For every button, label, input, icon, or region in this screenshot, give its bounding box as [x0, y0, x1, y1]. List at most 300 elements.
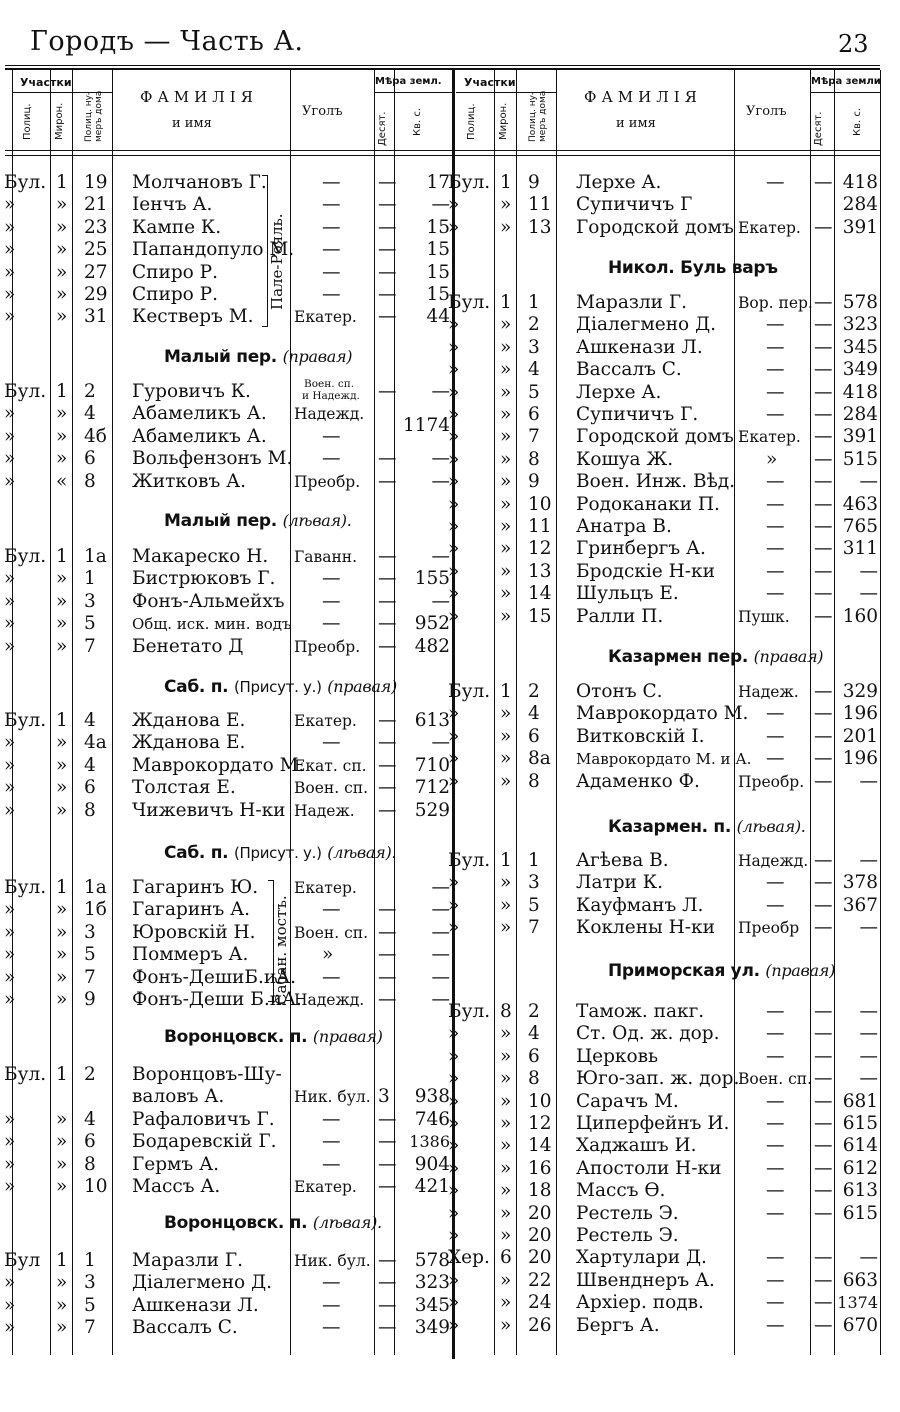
right-row-area: 613	[842, 1180, 878, 1202]
right-row-name: Вассалъ С.	[576, 359, 682, 381]
right-row-miron: 1	[500, 681, 512, 702]
left-row-desyat: —	[378, 239, 397, 261]
right-row-desyat: —	[814, 1314, 833, 1336]
left-row-house-number: 6	[84, 1131, 96, 1153]
left-row-polits: Бул.	[4, 877, 47, 898]
right-row-polits: »	[448, 583, 460, 605]
left-row-name: Жданова Е.	[132, 732, 246, 754]
right-row-desyat: —	[814, 493, 833, 515]
right-row-polits: Бул.	[448, 681, 491, 702]
left-row-area: 746	[414, 1108, 450, 1130]
right-row-polits: »	[448, 1314, 460, 1336]
right-section-side: (правая)	[765, 961, 836, 980]
left-row-polits: »	[4, 306, 16, 328]
left-header-miron: Мирон.	[54, 102, 65, 140]
right-row-house-number: 14	[528, 583, 552, 605]
column-rule	[112, 70, 113, 1355]
left-section-title: Саб. п.	[164, 843, 229, 863]
left-row-house-number: 10	[84, 1176, 108, 1197]
left-row-area: 421	[414, 1176, 450, 1197]
right-row-name: Ашкенази Л.	[576, 336, 703, 358]
left-row-miron: »	[56, 899, 68, 921]
right-row-name: Анатра В.	[576, 516, 672, 537]
right-row-miron: »	[500, 336, 512, 358]
left-row-corner: —	[322, 1131, 341, 1153]
left-row-miron: »	[56, 921, 68, 943]
right-row-polits: »	[448, 1068, 460, 1090]
left-row-miron: »	[56, 777, 68, 799]
right-row-polits: »	[448, 359, 460, 381]
left-row-polits: »	[4, 899, 16, 921]
right-row-miron: »	[500, 1113, 512, 1134]
left-row-house-number: 1б	[84, 899, 107, 921]
right-row-area: 349	[842, 359, 878, 381]
right-row-house-number: 20	[528, 1225, 552, 1246]
right-row-miron: »	[500, 725, 512, 747]
right-row-corner: —	[766, 493, 785, 515]
left-row-house-number: 9	[84, 989, 96, 1010]
left-section-paren: (Присут. у.)	[233, 678, 322, 696]
column-rule	[880, 70, 881, 1355]
left-row-house-number: 25	[84, 239, 108, 261]
left-row-polits: Бул.	[4, 710, 47, 731]
left-row-miron: 1	[56, 877, 68, 898]
left-row-house-number: 21	[84, 194, 108, 216]
left-row-miron: »	[56, 754, 68, 776]
left-area-merged: 1174	[403, 415, 451, 436]
left-row-area: 15	[426, 216, 450, 238]
right-row-desyat: —	[814, 1292, 833, 1314]
right-row-name: Бергъ А.	[576, 1314, 660, 1336]
right-row-polits: »	[448, 725, 460, 747]
right-row-house-number: 18	[528, 1180, 552, 1202]
left-row-house-number: 7	[84, 1317, 96, 1339]
right-row-area: 323	[842, 314, 878, 336]
left-row-area: 529	[414, 799, 450, 821]
left-row-polits: »	[4, 1131, 16, 1153]
left-row-miron: »	[56, 1294, 68, 1316]
right-row-miron: »	[500, 1090, 512, 1112]
right-row-house-number: 5	[528, 894, 540, 916]
left-row-miron: »	[56, 944, 68, 966]
left-row-name: Маразли Г.	[132, 1250, 244, 1271]
right-row-house-number: 16	[528, 1157, 552, 1179]
right-section-title: Никол. Буль варъ	[608, 258, 778, 278]
left-row-house-number: 2	[84, 1064, 96, 1085]
right-row-corner: —	[766, 381, 785, 403]
right-row-house-number: 12	[528, 1113, 552, 1134]
right-row-desyat: —	[814, 1269, 833, 1291]
right-row-name: Отонъ С.	[576, 681, 663, 702]
right-row-name: Швенднеръ А.	[576, 1269, 715, 1291]
left-row-polits: »	[4, 239, 16, 261]
right-row-name: Лерхе А.	[576, 381, 662, 403]
left-section-side: (лѣвая).	[312, 1213, 382, 1232]
left-row-area: 44	[426, 306, 450, 328]
right-section-heading	[608, 817, 806, 837]
left-row-miron: »	[56, 1272, 68, 1294]
right-row-area: —	[859, 1001, 878, 1022]
left-row-polits: »	[4, 261, 16, 283]
right-row-polits: Бул.	[448, 172, 491, 193]
left-row-polits: »	[4, 1108, 16, 1130]
left-row-corner: —	[322, 261, 341, 283]
right-row-miron: »	[500, 748, 512, 770]
left-row-corner: —	[322, 1108, 341, 1130]
right-row-area: —	[859, 917, 878, 939]
right-row-desyat: —	[814, 1113, 833, 1134]
right-row-polits: »	[448, 1045, 460, 1067]
left-row-desyat: —	[378, 381, 397, 402]
left-row-area: 613	[414, 710, 450, 731]
right-row-name: Агѣева В.	[576, 850, 669, 871]
left-row-polits: »	[4, 921, 16, 943]
left-row-area: —	[431, 899, 450, 921]
right-row-miron: »	[500, 1314, 512, 1336]
right-row-name: Латри К.	[576, 872, 663, 894]
right-row-name: Діалегмено Д.	[576, 314, 716, 336]
right-row-desyat: —	[814, 748, 833, 770]
right-row-polits: »	[448, 1157, 460, 1179]
left-row-corner: Воен. сп.	[294, 923, 369, 942]
right-header-desyat: Десят.	[813, 111, 824, 146]
right-row-name: Лерхе А.	[576, 172, 662, 193]
left-row-corner: »	[322, 944, 334, 966]
right-row-corner: —	[766, 359, 785, 381]
left-row-desyat: —	[378, 216, 397, 238]
left-row-miron: »	[56, 1317, 68, 1339]
right-row-area: 160	[842, 605, 878, 627]
right-row-corner: —	[766, 894, 785, 916]
right-row-area: —	[859, 471, 878, 493]
left-row-house-number: 1а	[84, 877, 107, 898]
right-row-corner: —	[766, 1180, 785, 1202]
left-row-house-number: 8	[84, 1153, 96, 1175]
left-row-desyat: —	[378, 1131, 397, 1153]
left-header-i-imya: и имя	[172, 116, 212, 131]
right-section-heading	[608, 258, 778, 278]
right-row-house-number: 8	[528, 770, 540, 792]
right-row-polits: »	[448, 1113, 460, 1134]
right-row-polits: »	[448, 1180, 460, 1202]
column-rule	[556, 70, 557, 1355]
left-row-area: 904	[414, 1153, 450, 1175]
right-row-miron: »	[500, 471, 512, 493]
left-row-miron: »	[56, 284, 68, 305]
right-header-kv: Кв. с.	[852, 107, 863, 136]
right-row-house-number: 20	[528, 1247, 552, 1269]
left-row-desyat: —	[378, 966, 397, 988]
left-row-desyat: —	[378, 448, 397, 470]
left-section-side: (лѣвая).	[327, 843, 397, 862]
left-section-heading	[164, 677, 397, 697]
right-header-i-imya: и имя	[616, 116, 656, 131]
right-row-miron: »	[500, 1202, 512, 1224]
left-row-house-number: 4б	[84, 425, 107, 447]
right-row-desyat: —	[814, 560, 833, 582]
left-side-label-pale-royal: Пале-Рояль.	[268, 213, 286, 310]
left-row-corner: —	[322, 1272, 341, 1294]
left-row-polits: »	[4, 777, 16, 799]
left-row-desyat: —	[378, 1108, 397, 1130]
left-row-name: Кампе К.	[132, 216, 222, 238]
right-row-corner: Преобр	[738, 919, 800, 938]
left-row-miron: »	[56, 590, 68, 612]
left-row-name: Массъ А.	[132, 1176, 221, 1197]
right-row-corner: Пушк.	[738, 607, 790, 626]
left-row-area: —	[431, 989, 450, 1010]
left-row-house-number: 6	[84, 448, 96, 470]
left-row-miron: »	[56, 425, 68, 447]
right-row-desyat: —	[814, 605, 833, 627]
left-row-miron: 1	[56, 1064, 68, 1085]
left-row-name: Діалегмено Д.	[132, 1272, 272, 1294]
left-row-name: Жданова Е.	[132, 710, 246, 731]
left-row-house-number: 3	[84, 1272, 96, 1294]
left-row-miron: 1	[56, 1250, 68, 1271]
column-rule	[290, 70, 291, 1355]
left-row-corner: —	[322, 590, 341, 612]
right-row-area: 196	[842, 703, 878, 725]
left-row-desyat: —	[378, 1250, 397, 1271]
left-row-corner: Преобр.	[294, 472, 361, 491]
left-section-side: (правая)	[312, 1027, 383, 1046]
right-row-name: Супичичъ Г.	[576, 404, 699, 425]
left-row-miron: 1	[56, 546, 68, 567]
left-row-corner: —	[322, 966, 341, 988]
right-row-house-number: 6	[528, 404, 540, 425]
right-row-house-number: 4	[528, 703, 540, 725]
left-row-name: Поммеръ А.	[132, 944, 249, 966]
right-row-house-number: 7	[528, 917, 540, 939]
left-row-house-number: 23	[84, 216, 108, 238]
right-row-miron: »	[500, 1023, 512, 1045]
right-row-corner: Преобр.	[738, 772, 805, 791]
left-row-corner: —	[322, 613, 341, 635]
right-row-polits: »	[448, 516, 460, 537]
left-row-name: Чижевичъ Н-ки	[132, 799, 286, 821]
left-header-mera: Мѣра земл.	[375, 76, 442, 87]
right-row-polits: »	[448, 894, 460, 916]
right-row-name: Апостоли Н-ки	[576, 1157, 722, 1179]
right-row-name: Юго-зап. ж. дор.	[576, 1068, 740, 1090]
right-row-desyat: —	[814, 1090, 833, 1112]
left-row-name: Гагаринъ А.	[132, 899, 251, 921]
right-row-name: Маразли Г.	[576, 292, 688, 313]
left-header-nomer: Полиц. ну-меръ дома	[84, 90, 104, 142]
right-row-house-number: 4	[528, 359, 540, 381]
left-row-miron: »	[56, 799, 68, 821]
right-row-area: 615	[842, 1113, 878, 1134]
right-row-area: —	[859, 560, 878, 582]
left-row-corner: Гаванн.	[294, 548, 358, 566]
left-row-desyat: —	[378, 284, 397, 305]
right-header-uchastki: Участки	[464, 76, 516, 89]
right-row-polits: Хер.	[448, 1247, 490, 1269]
left-row-corner: —	[322, 1294, 341, 1316]
left-section-side: (правая)	[327, 677, 397, 696]
left-row-miron: 1	[56, 710, 68, 731]
left-row-name: Бодаревскій Г.	[132, 1131, 277, 1153]
left-header-desyat: Десят.	[377, 111, 388, 146]
right-row-miron: »	[500, 538, 512, 560]
left-row-name: Фонъ-Деши Б.иА.	[132, 989, 302, 1010]
right-row-corner: —	[766, 1113, 785, 1134]
right-row-house-number: 4	[528, 1023, 540, 1045]
right-row-corner: Екатер.	[738, 428, 801, 447]
right-row-polits: »	[448, 381, 460, 403]
left-row-polits: »	[4, 1317, 16, 1339]
right-row-miron: »	[500, 194, 512, 216]
right-row-area: 378	[842, 872, 878, 894]
left-row-miron: »	[56, 1108, 68, 1130]
left-row-name: Бенетато Д	[132, 635, 244, 657]
left-row-house-number: 4	[84, 1108, 96, 1130]
left-row-name: Кестверъ М.	[132, 306, 254, 328]
left-row-name: Гермъ А.	[132, 1153, 219, 1175]
left-row-house-number: 5	[84, 613, 96, 635]
left-row-polits: »	[4, 732, 16, 754]
left-row-name: Житковъ А.	[132, 470, 247, 492]
right-row-area: 765	[842, 516, 878, 537]
right-row-name: Адаменко Ф.	[576, 770, 700, 792]
right-row-corner: —	[766, 1001, 785, 1022]
left-row-miron: »	[56, 261, 68, 283]
left-row-name: Макареско Н.	[132, 546, 269, 567]
left-row-area: —	[431, 546, 450, 567]
right-row-corner: —	[766, 1157, 785, 1179]
left-row-area: —	[431, 381, 450, 402]
left-row-area: 952	[414, 613, 450, 635]
right-row-area: —	[859, 1045, 878, 1067]
right-row-desyat: —	[814, 725, 833, 747]
right-row-house-number: 14	[528, 1135, 552, 1157]
left-row-house-number: 7	[84, 635, 96, 657]
right-row-corner: —	[766, 516, 785, 537]
right-row-name: Ст. Од. ж. дор.	[576, 1023, 720, 1045]
right-row-house-number: 2	[528, 314, 540, 336]
right-row-area: —	[859, 770, 878, 792]
left-row-miron: »	[56, 1153, 68, 1175]
left-row-desyat: —	[378, 944, 397, 966]
left-section-heading	[164, 511, 352, 531]
right-row-name: Супичичъ Г	[576, 194, 693, 216]
left-row-corner: —	[322, 284, 341, 305]
left-row-desyat: —	[378, 172, 397, 193]
left-row-miron: »	[56, 1176, 68, 1197]
left-section-side: (правая)	[282, 347, 353, 366]
left-row-corner: —	[322, 448, 341, 470]
left-row-corner: —	[322, 568, 341, 590]
right-row-area: —	[859, 1247, 878, 1269]
left-row-polits: »	[4, 1272, 16, 1294]
right-row-miron: »	[500, 359, 512, 381]
right-row-desyat: —	[814, 1023, 833, 1045]
left-row-desyat: —	[378, 194, 397, 216]
right-row-desyat: —	[814, 448, 833, 470]
left-row-desyat: —	[378, 1153, 397, 1175]
left-row-polits: Бул.	[4, 546, 47, 567]
left-header-polits: Полиц.	[22, 103, 33, 140]
right-row-miron: 6	[500, 1247, 512, 1269]
right-row-miron: »	[500, 493, 512, 515]
right-row-corner: —	[766, 1247, 785, 1269]
right-row-house-number: 8	[528, 1068, 540, 1090]
left-row-corner: —	[322, 194, 341, 216]
left-header-familiya: ФАМИЛІЯ	[140, 88, 258, 106]
left-row-house-number: 3	[84, 590, 96, 612]
right-row-corner: —	[766, 1045, 785, 1067]
right-row-desyat: —	[814, 336, 833, 358]
left-section-heading	[164, 347, 352, 367]
right-row-corner: —	[766, 1202, 785, 1224]
left-row-house-number: 4	[84, 754, 96, 776]
left-row-polits: »	[4, 403, 16, 425]
right-row-name: Массъ Ѳ.	[576, 1180, 666, 1202]
right-row-house-number: 15	[528, 605, 552, 627]
left-row-miron: 1	[56, 172, 68, 193]
left-header-ugol: Уголъ	[302, 104, 343, 119]
right-row-desyat: —	[814, 426, 833, 448]
right-row-desyat: —	[814, 381, 833, 403]
right-row-corner: »	[766, 448, 778, 470]
right-row-desyat: —	[814, 1180, 833, 1202]
left-row-corner: —	[322, 216, 341, 238]
page-number: 23	[838, 30, 869, 58]
left-row-area: —	[431, 448, 450, 470]
right-row-desyat: —	[814, 917, 833, 939]
right-row-corner: —	[766, 538, 785, 560]
left-row-polits: Бул.	[4, 172, 47, 193]
right-row-desyat: —	[814, 703, 833, 725]
right-row-desyat: —	[814, 681, 833, 702]
left-row-name: Вассалъ С.	[132, 1317, 238, 1339]
right-row-area: 196	[842, 748, 878, 770]
right-row-desyat: —	[814, 538, 833, 560]
right-header-nomer: Полиц. ну-меръ дома	[528, 90, 548, 142]
right-row-corner: —	[766, 172, 785, 193]
right-row-desyat: —	[814, 1135, 833, 1157]
right-row-name: Рестель Э.	[576, 1202, 679, 1224]
right-row-miron: »	[500, 448, 512, 470]
right-row-name: Архіер. подв.	[576, 1292, 704, 1314]
right-row-area: 1374	[837, 1293, 878, 1313]
left-row-corner: Преобр.	[294, 637, 361, 656]
right-row-miron: »	[500, 1225, 512, 1246]
right-row-area: 578	[842, 292, 878, 313]
right-row-corner: —	[766, 1023, 785, 1045]
left-header-uchastki: Участки	[20, 76, 72, 89]
right-row-miron: »	[500, 426, 512, 448]
right-row-name: Коклены Н-ки	[576, 917, 715, 939]
left-row-polits: Бул.	[4, 1064, 47, 1085]
right-row-corner: —	[766, 1135, 785, 1157]
right-row-name: Церковь	[576, 1045, 659, 1067]
right-row-house-number: 8	[528, 448, 540, 470]
right-row-name: Городской домъ	[576, 426, 734, 448]
left-section-heading	[164, 1027, 383, 1047]
right-row-polits: »	[448, 194, 460, 216]
right-section-title: Казармен. п.	[608, 817, 732, 837]
right-row-miron: »	[500, 872, 512, 894]
right-row-house-number: 11	[528, 194, 552, 216]
left-row-name: Іенчъ А.	[132, 194, 213, 216]
left-row-corner: —	[322, 239, 341, 261]
right-row-corner: —	[766, 336, 785, 358]
header-bottom-rule-2	[5, 155, 880, 156]
left-row-area: 15	[426, 239, 450, 261]
left-row-area: 710	[414, 754, 450, 776]
